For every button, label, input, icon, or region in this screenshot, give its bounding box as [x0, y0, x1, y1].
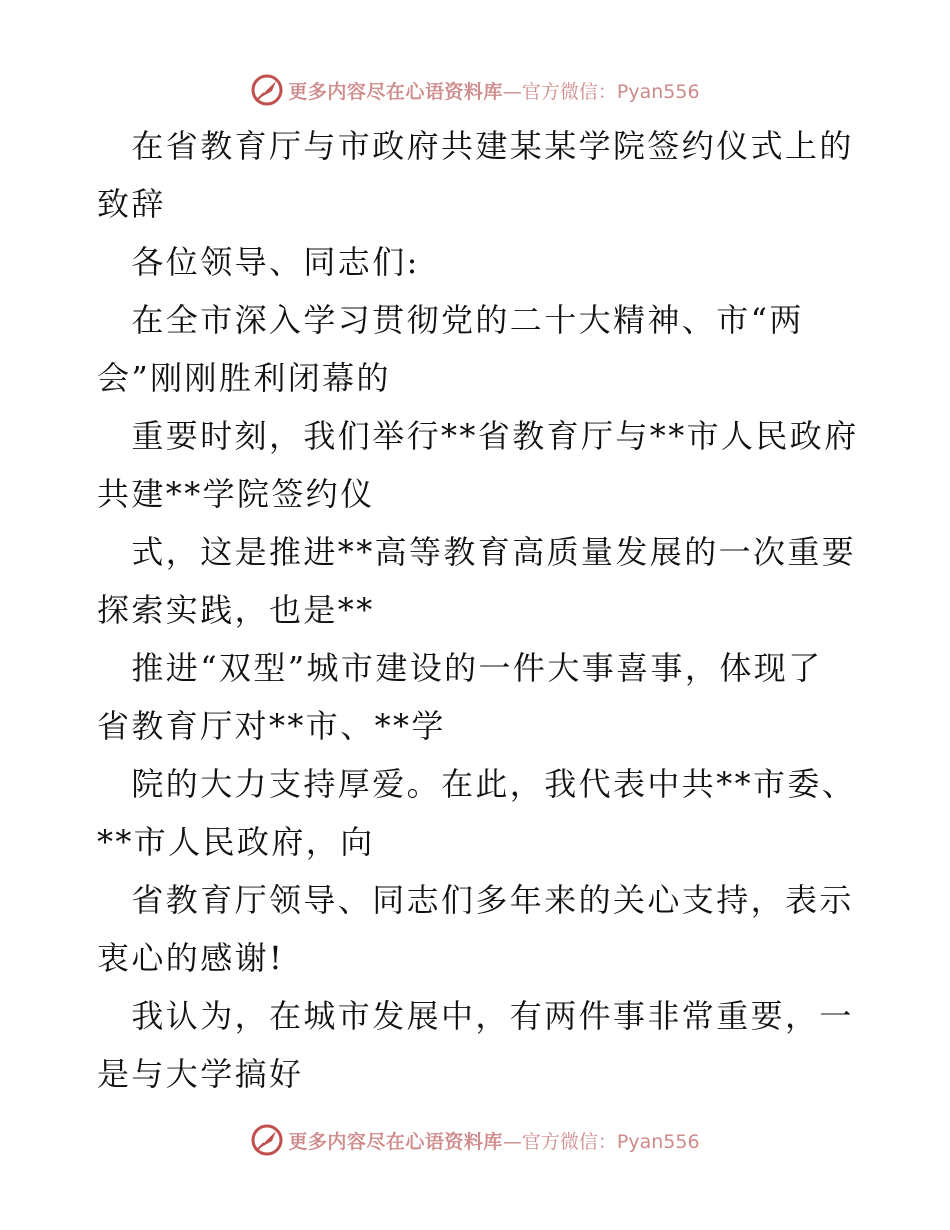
text-line: 致辞: [97, 185, 166, 223]
watermark-main-text: 更多内容尽在心语资料库: [288, 1130, 503, 1153]
text-line: **市人民政府，向: [97, 823, 375, 861]
text-line: 各位领导、同志们:: [97, 243, 420, 281]
text-line: 探索实践，也是**: [97, 591, 375, 629]
watermark-sub-text: —官方微信：Pyan556: [502, 1130, 700, 1153]
text-line: 省教育厅领导、同志们多年来的关心支持，表示: [97, 881, 854, 919]
watermark-sub-text: —官方微信：Pyan556: [502, 80, 700, 103]
quill-logo-icon: [250, 73, 284, 107]
text-line: 省教育厅对**市、**学: [97, 707, 446, 745]
text-line: 会”刚刚胜利闭幕的: [97, 359, 391, 397]
quill-logo-icon: [250, 1123, 284, 1157]
text-line: 推进“双型”城市建设的一件大事喜事，体现了: [97, 649, 823, 687]
text-line: 在省教育厅与市政府共建某某学院签约仪式上的: [97, 127, 854, 165]
document-body: [97, 117, 857, 1103]
text-line: 共建**学院签约仪: [97, 475, 375, 513]
text-line: 衷心的感谢!: [97, 939, 285, 977]
text-line: 式，这是推进**高等教育高质量发展的一次重要: [97, 533, 857, 571]
watermark-footer: [0, 1120, 950, 1160]
watermark-main-text: 更多内容尽在心语资料库: [288, 80, 503, 103]
text-line: 是与大学搞好: [97, 1055, 304, 1093]
text-line: 在全市深入学习贯彻党的二十大精神、市“两: [97, 301, 804, 339]
text-line: 重要时刻，我们举行**省教育厅与**市人民政府: [97, 417, 859, 455]
watermark-header: [0, 70, 950, 110]
text-line: 院的大力支持厚爱。在此，我代表中共**市委、: [97, 765, 857, 803]
text-line: 我认为，在城市发展中，有两件事非常重要，一: [97, 997, 854, 1035]
